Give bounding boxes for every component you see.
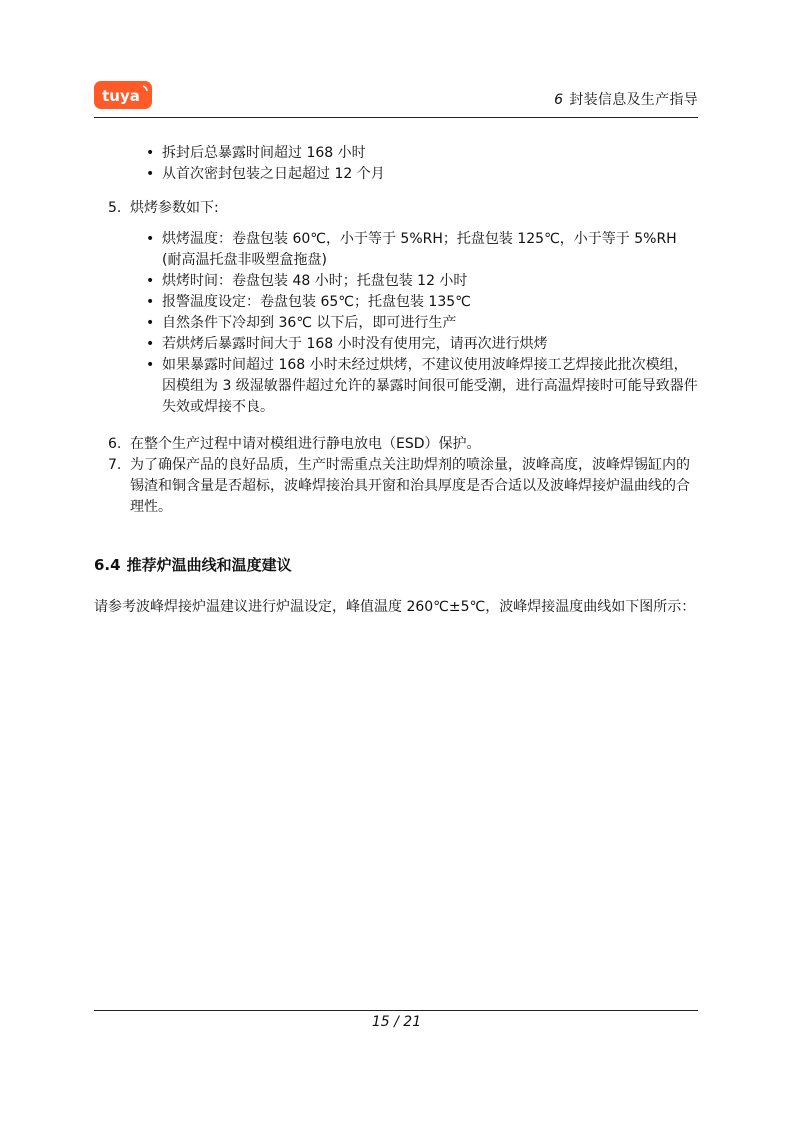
list-item: • 烘烤温度：卷盘包装 60℃，小于等于 5%RH；托盘包装 125℃，小于等于 5%RH (耐高温托盘非吸塑盒拖盘) [94, 229, 698, 271]
page-number: 15 / 21 [371, 1014, 422, 1030]
section-heading [94, 554, 292, 575]
item-number: 6. [108, 436, 122, 452]
list-item: • 烘烤时间：卷盘包装 48 小时；托盘包装 12 小时 [94, 271, 698, 292]
logo-text: tuya [102, 87, 140, 105]
body-paragraph: 请参考波峰焊接炉温建议进行炉温设定，峰值温度 260℃±5℃，波峰焊接温度曲线如下图所示： [94, 599, 696, 615]
chapter-number: 6 [554, 92, 564, 108]
list-item: • 报警温度设定：卷盘包装 65℃；托盘包装 135℃ [94, 292, 698, 313]
chapter-title: 封装信息及生产指导 [569, 92, 698, 108]
header-divider [94, 117, 698, 118]
list-item: • 拆封后总暴露时间超过 168 小时 [94, 143, 698, 164]
tuya-logo [94, 79, 152, 111]
section-title: 推荐炉温曲线和温度建议 [126, 556, 292, 574]
section-number: 6.4 [94, 556, 121, 574]
item-number: 7. [108, 457, 122, 473]
list-item: • 从首次密封包装之日起超过 12 个月 [94, 164, 698, 185]
item-6 [94, 434, 698, 455]
item-text: 在整个生产过程中请对模组进行静电放电（ESD）保护。 [130, 436, 481, 452]
item-5 [94, 198, 698, 219]
footer-divider [94, 1010, 698, 1011]
list-item: • 若烘烤后暴露时间大于 168 小时没有使用完，请再次进行烘烤 [94, 334, 698, 355]
item-7 [94, 455, 698, 518]
list-item: • 自然条件下冷却到 36℃ 以下后，即可进行生产 [94, 313, 698, 334]
item-text: 为了确保产品的良好品质，生产时需重点关注助焊剂的喷涂量，波峰高度，波峰焊锡缸内的锡渣和铜含量是否超标，波峰焊接治具开窗和治具厚度是否合适以及波峰焊接炉温曲线的合理性。 [130, 457, 690, 515]
item-text: 烘烤参数如下: [130, 200, 219, 216]
chapter-header [554, 89, 698, 109]
item-number: 5. [108, 200, 122, 216]
baking-parameters-list [94, 229, 698, 418]
storage-conditions-list [94, 143, 698, 185]
list-item: • 如果暴露时间超过 168 小时未经过烘烤，不建议使用波峰焊接工艺焊接此批次模组，因模组为 3 级湿敏器件超过允许的暴露时间很可能受潮，进行高温焊接时可能导致器件失效或焊接不良。 [94, 355, 698, 418]
